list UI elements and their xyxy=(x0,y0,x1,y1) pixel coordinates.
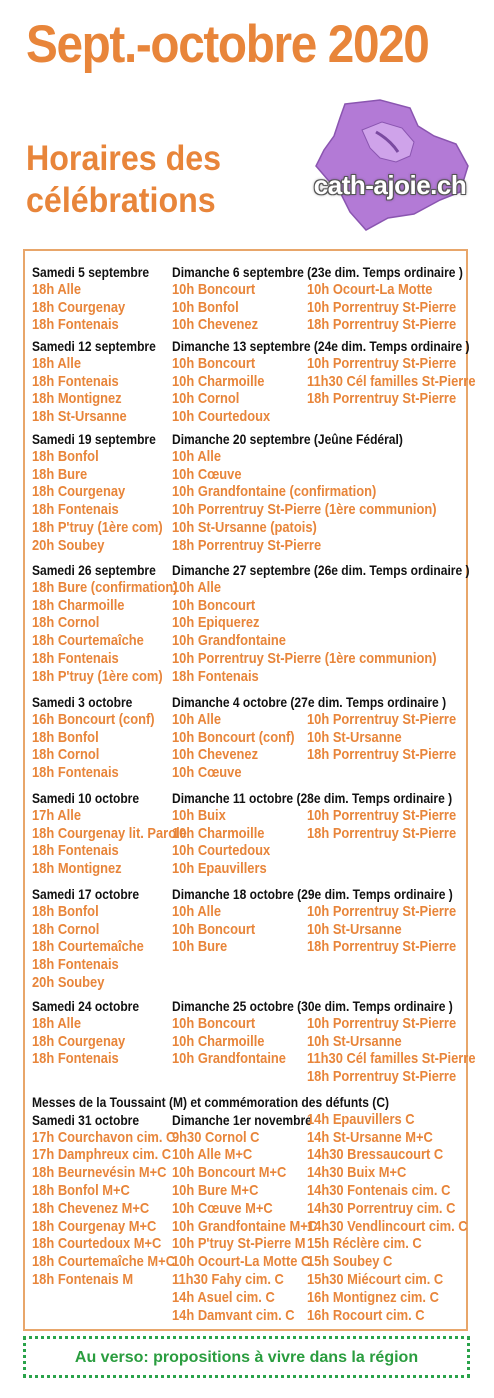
mass-entry: 10h Porrentruy St-Pierre xyxy=(307,806,457,824)
mass-entry: 18h Courgenay xyxy=(32,1032,126,1050)
mass-entry: 18h Cornol xyxy=(32,920,100,938)
mass-entry: 14h30 Porrentruy cim. C xyxy=(307,1199,456,1217)
mass-entry: 18h Porrentruy St-Pierre xyxy=(307,824,457,842)
mass-entry: 18h Bure xyxy=(32,465,88,483)
mass-entry: 10h Grandfontaine (confirmation) xyxy=(172,483,377,501)
mass-entry: 10h Bure xyxy=(172,938,228,956)
mass-entry: 10h St-Ursanne xyxy=(307,1032,402,1050)
mass-entry: 11h30 Cél familles St-Pierre xyxy=(307,372,476,390)
mass-entry: 15h Soubey C xyxy=(307,1253,393,1271)
mass-entry: 11h30 Fahy cim. C xyxy=(172,1271,284,1288)
mass-entry: 18h Porrentruy St-Pierre xyxy=(307,1068,457,1086)
mass-entry: 18h P'truy (1ère com) xyxy=(32,667,163,685)
mass-entry: 14h30 Vendlincourt cim. C xyxy=(307,1217,468,1235)
subtitle-line-2: célébrations xyxy=(26,181,216,220)
mass-entry: 14h Epauvillers C xyxy=(307,1110,415,1128)
mass-entry: 18h Courtemaîche M+C xyxy=(32,1253,176,1271)
page-subtitle xyxy=(26,138,221,222)
mass-entry: 10h Cœuve xyxy=(172,764,242,782)
saturday-heading: Samedi 17 octobre xyxy=(32,886,140,902)
mass-entry: 10h Courtedoux xyxy=(172,408,271,426)
saturday-heading: Samedi 10 octobre xyxy=(32,790,140,806)
logo-text: cath-ajoie.ch xyxy=(313,170,467,200)
mass-entry: 18h Fontenais xyxy=(172,667,259,685)
mass-entry: 10h Boncourt xyxy=(172,1014,256,1032)
mass-entry: 10h Porrentruy St-Pierre xyxy=(307,298,457,316)
mass-entry: 10h St-Ursanne (patois) xyxy=(172,519,317,536)
mass-entry: 18h Montignez xyxy=(32,860,122,878)
mass-entry: 10h Charmoille xyxy=(172,1032,265,1050)
mass-entry: 10h Cœuve M+C xyxy=(172,1199,273,1217)
mass-entry: 14h Damvant cim. C xyxy=(172,1306,295,1324)
mass-entry: 10h Grandfontaine xyxy=(172,632,286,650)
mass-entry: 10h Bure M+C xyxy=(172,1182,259,1199)
mass-entry: 10h Ocourt-La Motte C xyxy=(172,1253,311,1271)
saturday-heading: Samedi 26 septembre xyxy=(32,562,156,578)
mass-entry: 10h Porrentruy St-Pierre xyxy=(307,710,457,728)
mass-entry: 10h Ocourt-La Motte xyxy=(307,280,433,298)
saturday-heading: Samedi 12 septembre xyxy=(32,338,156,354)
mass-entry: 18h Courtemaîche xyxy=(32,632,144,650)
schedule-panel xyxy=(23,249,476,1331)
mass-entry: 10h Charmoille xyxy=(172,372,265,390)
sunday-heading: Dimanche 18 octobre (29e dim. Temps ordinaire ) xyxy=(172,886,453,902)
mass-entry: 18h Porrentruy St-Pierre xyxy=(307,746,457,764)
mass-entry: 18h Fontenais xyxy=(32,650,119,667)
mass-entry: 18h Porrentruy St-Pierre xyxy=(307,316,457,334)
mass-entry: 10h St-Ursanne xyxy=(307,728,402,746)
mass-entry: 16h Montignez cim. C xyxy=(307,1288,439,1306)
mass-entry: 10h Courtedoux xyxy=(172,842,271,860)
mass-entry: 18h Fontenais xyxy=(32,956,119,974)
mass-entry: 10h P'truy St-Pierre M xyxy=(172,1235,306,1253)
mass-entry: 18h Bonfol xyxy=(32,447,99,465)
mass-entry: 20h Soubey xyxy=(32,974,105,991)
mass-entry: 18h Alle xyxy=(32,354,81,372)
mass-entry: 20h Soubey xyxy=(32,536,105,554)
mass-entry: 18h Courgenay lit. Parole xyxy=(32,824,187,842)
mass-entry: 18h Courgenay xyxy=(32,298,126,316)
mass-entry: 10h Boncourt xyxy=(172,920,256,938)
mass-entry: 10h Boncourt M+C xyxy=(172,1164,287,1182)
saturday-heading: Samedi 19 septembre xyxy=(32,431,156,447)
subtitle-line-1: Horaires des xyxy=(26,139,222,178)
mass-entry: 18h Porrentruy St-Pierre xyxy=(172,536,322,554)
mass-entry: 16h Rocourt cim. C xyxy=(307,1306,425,1324)
mass-entry: 14h30 Buix M+C xyxy=(307,1164,407,1182)
mass-entry: 18h Beurnevésin M+C xyxy=(32,1164,167,1182)
mass-entry: 17h Courchavon cim. C xyxy=(32,1128,176,1146)
mass-entry: 18h Fontenais xyxy=(32,1050,119,1068)
saturday-heading: Samedi 31 octobre xyxy=(32,1111,140,1128)
mass-entry: 10h Cornol xyxy=(172,390,240,408)
mass-entry: 11h30 Cél familles St-Pierre xyxy=(307,1050,476,1068)
mass-entry: 10h Alle xyxy=(172,578,221,596)
mass-entry: 10h Boncourt xyxy=(172,354,256,372)
region-map-icon xyxy=(310,96,470,236)
mass-entry: 10h Charmoille xyxy=(172,824,265,842)
mass-entry: 18h Porrentruy St-Pierre xyxy=(307,390,457,408)
mass-entry: 18h Fontenais xyxy=(32,764,119,782)
mass-entry: 18h St-Ursanne xyxy=(32,408,127,426)
mass-entry: 10h Porrentruy St-Pierre xyxy=(307,354,457,372)
page-title: Sept.-octobre 2020 xyxy=(26,15,429,74)
mass-entry: 10h Alle xyxy=(172,447,221,465)
mass-entry: 18h Cornol xyxy=(32,614,100,632)
sunday-heading: Dimanche 13 septembre (24e dim. Temps ordinaire ) xyxy=(172,338,470,354)
mass-entry: 18h Bonfol xyxy=(32,728,99,746)
sunday-heading: Dimanche 6 septembre (23e dim. Temps ordinaire ) xyxy=(172,264,463,280)
sunday-heading: Dimanche 1er novembre xyxy=(172,1111,312,1128)
saturday-heading: Samedi 3 octobre xyxy=(32,694,133,710)
mass-entry: 16h Boncourt (conf) xyxy=(32,710,155,728)
mass-entry: 18h Fontenais xyxy=(32,372,119,390)
mass-entry: 14h Asuel cim. C xyxy=(172,1288,275,1306)
mass-entry: 18h Cornol xyxy=(32,746,100,764)
mass-entry: 18h Fontenais xyxy=(32,316,119,334)
mass-entry: 18h Porrentruy St-Pierre xyxy=(307,938,457,956)
mass-entry: 18h Bonfol M+C xyxy=(32,1182,130,1199)
mass-entry: 18h Fontenais xyxy=(32,842,119,860)
mass-entry: 18h Fontenais xyxy=(32,501,119,519)
mass-entry: 18h Alle xyxy=(32,280,81,298)
mass-entry: 10h Grandfontaine xyxy=(172,1050,286,1068)
mass-entry: 10h Chevenez xyxy=(172,316,259,334)
saturday-heading: Samedi 5 septembre xyxy=(32,264,150,280)
sunday-heading: Dimanche 4 octobre (27e dim. Temps ordinaire ) xyxy=(172,694,447,710)
mass-entry: 15h30 Miécourt cim. C xyxy=(307,1271,444,1288)
mass-entry: 10h Epauvillers xyxy=(172,860,267,878)
mass-entry: 18h Alle xyxy=(32,1014,81,1032)
cath-ajoie-logo xyxy=(310,96,470,236)
mass-entry: 10h Alle xyxy=(172,710,221,728)
mass-entry: 10h Buix xyxy=(172,806,226,824)
mass-entry: 18h Charmoille xyxy=(32,596,125,614)
mass-entry: 10h Chevenez xyxy=(172,746,259,764)
mass-entry: 18h P'truy (1ère com) xyxy=(32,519,163,536)
mass-entry: 10h St-Ursanne xyxy=(307,920,402,938)
mass-entry: 10h Porrentruy St-Pierre (1ère communion) xyxy=(172,501,437,519)
sunday-heading: Dimanche 27 septembre (26e dim. Temps ordinaire ) xyxy=(172,562,470,578)
mass-entry: 18h Courtedoux M+C xyxy=(32,1235,162,1253)
mass-entry: 18h Fontenais M xyxy=(32,1271,134,1288)
sunday-heading: Dimanche 11 octobre (28e dim. Temps ordinaire ) xyxy=(172,790,453,806)
mass-entry: 17h Alle xyxy=(32,806,81,824)
footer-text: Au verso: propositions à vivre dans la région xyxy=(74,1349,419,1366)
mass-entry: 14h St-Ursanne M+C xyxy=(307,1128,433,1146)
mass-entry: 14h30 Fontenais cim. C xyxy=(307,1182,451,1199)
mass-entry: 18h Courgenay xyxy=(32,483,126,501)
saturday-heading: Samedi 24 octobre xyxy=(32,998,140,1014)
mass-entry: 18h Chevenez M+C xyxy=(32,1199,150,1217)
mass-entry: 17h Damphreux cim. C xyxy=(32,1146,172,1164)
mass-entry: 10h Porrentruy St-Pierre xyxy=(307,1014,457,1032)
mass-entry: 9h30 Cornol C xyxy=(172,1128,260,1146)
mass-entry: 10h Alle M+C xyxy=(172,1146,253,1164)
sunday-heading: Dimanche 25 octobre (30e dim. Temps ordinaire ) xyxy=(172,998,453,1014)
mass-entry: 18h Bonfol xyxy=(32,902,99,920)
mass-entry: 10h Epiquerez xyxy=(172,614,260,632)
mass-entry: 18h Courgenay M+C xyxy=(32,1217,157,1235)
mass-entry: 15h Réclère cim. C xyxy=(307,1235,422,1253)
mass-entry: 10h Boncourt xyxy=(172,280,256,298)
mass-entry: 10h Porrentruy St-Pierre xyxy=(307,902,457,920)
mass-entry: 10h Porrentruy St-Pierre (1ère communion) xyxy=(172,650,437,667)
mass-entry: 18h Courtemaîche xyxy=(32,938,144,956)
mass-entry: 14h30 Bressaucourt C xyxy=(307,1146,444,1164)
mass-entry: 10h Cœuve xyxy=(172,465,242,483)
mass-entry: 10h Alle xyxy=(172,902,221,920)
footer-banner xyxy=(23,1336,470,1378)
mass-entry: 10h Boncourt xyxy=(172,596,256,614)
mass-entry: 10h Boncourt (conf) xyxy=(172,728,295,746)
sunday-heading: Dimanche 20 septembre (Jeûne Fédéral) xyxy=(172,431,403,447)
mass-entry: 18h Montignez xyxy=(32,390,122,408)
mass-entry: 10h Grandfontaine M+C xyxy=(172,1217,318,1235)
toussaint-heading: Messes de la Toussaint (M) et commémoration des défunts (C) xyxy=(32,1094,390,1110)
mass-entry: 10h Bonfol xyxy=(172,298,239,316)
mass-entry: 18h Bure (confirmation) xyxy=(32,578,178,596)
